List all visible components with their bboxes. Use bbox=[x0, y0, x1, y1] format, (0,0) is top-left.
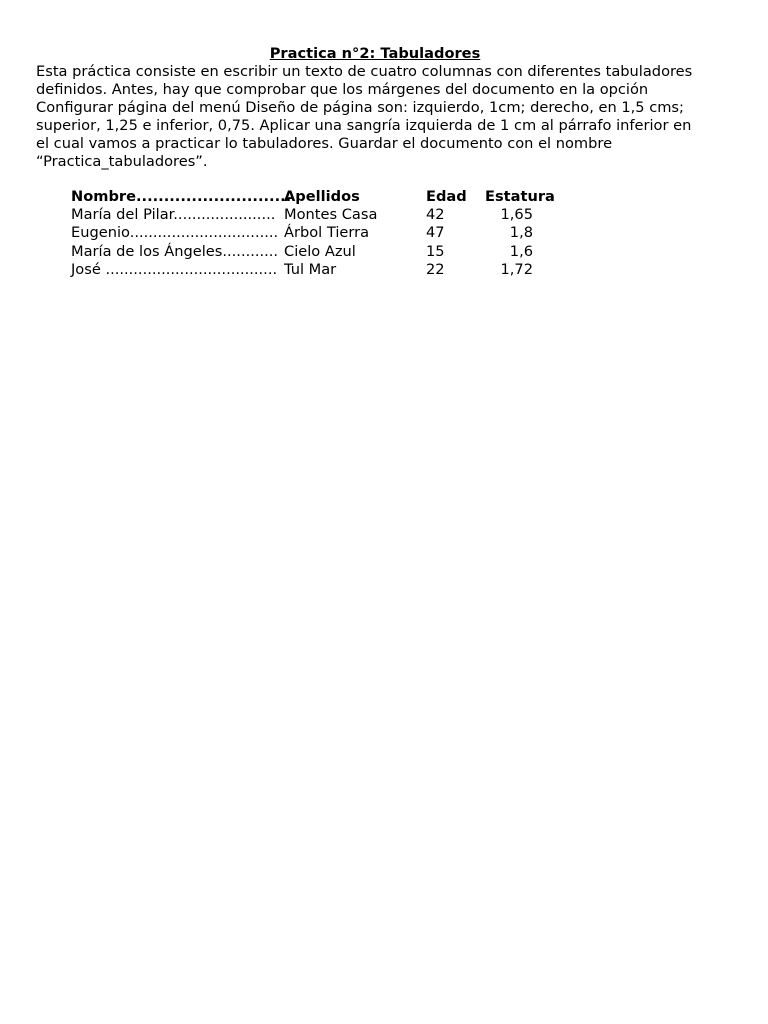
cell-nombre: Eugenio................................ bbox=[71, 224, 279, 242]
document-title: Practica n°2: Tabuladores bbox=[269, 45, 481, 62]
header-estatura: Estatura bbox=[485, 188, 555, 205]
table-header-row bbox=[71, 188, 571, 206]
paragraph-line: Esta práctica consiste en escribir un texto de cuatro columnas con diferentes tabuladores bbox=[36, 63, 693, 80]
instructions-paragraph bbox=[36, 63, 736, 171]
cell-estatura: 1,8 bbox=[509, 224, 533, 242]
paragraph-line: definidos. Antes, hay que comprobar que los márgenes del documento en la opción bbox=[36, 81, 649, 98]
header-apellidos: Apellidos bbox=[284, 188, 360, 205]
paragraph-line: superior, 1,25 e inferior, 0,75. Aplicar una sangría izquierda de 1 cm al párrafo inferior en bbox=[36, 117, 692, 134]
cell-edad: 22 bbox=[426, 260, 445, 278]
table-row bbox=[71, 243, 571, 261]
cell-apellidos: Árbol Tierra bbox=[284, 224, 370, 242]
cell-estatura: 1,72 bbox=[500, 260, 533, 278]
cell-edad: 42 bbox=[426, 206, 445, 224]
table-row bbox=[71, 206, 571, 224]
cell-nombre: María de los Ángeles............ bbox=[71, 242, 279, 260]
table-row bbox=[71, 261, 571, 279]
cell-estatura: 1,65 bbox=[500, 206, 533, 224]
header-edad: Edad bbox=[426, 188, 467, 205]
cell-apellidos: Cielo Azul bbox=[284, 242, 356, 260]
paragraph-line: el cual vamos a practicar lo tabuladores. Guardar el documento con el nombre bbox=[36, 135, 613, 152]
cell-apellidos: Tul Mar bbox=[284, 260, 337, 278]
header-nombre: Nombre............................ bbox=[71, 188, 292, 205]
paragraph-line: Configurar página del menú Diseño de página son: izquierdo, 1cm; derecho, en 1,5 cms; bbox=[36, 99, 684, 116]
table-row bbox=[71, 224, 571, 242]
cell-edad: 15 bbox=[426, 242, 445, 260]
cell-estatura: 1,6 bbox=[509, 242, 533, 260]
paragraph-line: “Practica_tabuladores”. bbox=[36, 153, 208, 170]
tabulated-table bbox=[71, 188, 571, 279]
cell-apellidos: Montes Casa bbox=[284, 206, 378, 224]
cell-nombre: María del Pilar...................... bbox=[71, 206, 276, 224]
cell-nombre: José ..................................... bbox=[71, 260, 278, 278]
cell-edad: 47 bbox=[426, 224, 445, 242]
